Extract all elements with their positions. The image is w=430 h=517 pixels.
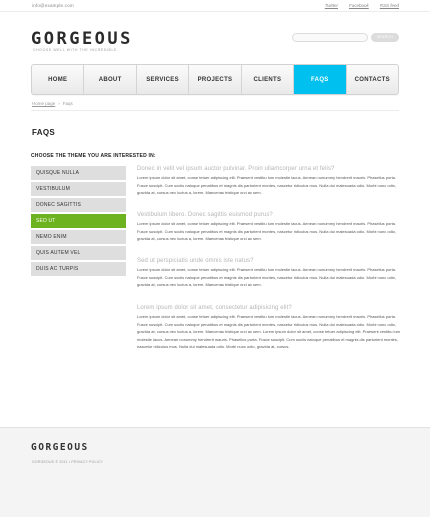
breadcrumb-home-link[interactable]: Home page xyxy=(32,101,56,106)
faq-entry xyxy=(137,305,400,351)
twitter-link[interactable]: Twitter xyxy=(324,3,338,8)
breadcrumb-current: Faqs xyxy=(62,101,73,106)
nav-item-services[interactable]: SERVICES xyxy=(137,65,189,94)
theme-item-vestibulum[interactable]: VESTIBULUM xyxy=(31,182,126,198)
theme-item-sed-ut[interactable]: SED UT xyxy=(31,214,126,230)
faq-answer: Lorem ipsum dolor sit amet, conse tetuer adipiscing elit. Praesent vestibu lum molestie lacus. Aenean nonummy hendrerit mauris. Phasellus porta. Fusce suscipit. Cum sociis natoque penatibus et magnis dis parturient montes, nascetur ridiculus mus. Nulla dui malesuada odio. Morbi nunc odio, gravida at, cursus nec luctus a, lorem. Maecenas tristique orci ac sem. xyxy=(137,267,397,287)
search-button[interactable]: SEARCH xyxy=(371,33,399,42)
footer xyxy=(0,427,430,517)
theme-item-quis-autem-vel[interactable]: QUIS AUTEM VEL xyxy=(31,246,126,262)
faq-entry xyxy=(137,258,400,289)
theme-item-quisque-nulla[interactable]: QUISQUE NULLA xyxy=(31,166,126,182)
facebook-link[interactable]: Facebook xyxy=(348,3,369,8)
main-nav xyxy=(31,64,399,95)
divider xyxy=(31,110,399,111)
choose-theme-heading: CHOOSE THE THEME YOU ARE INTERESTED IN: xyxy=(31,153,156,159)
faq-question[interactable]: Donec in velit vel ipsum auctor pulvinar. Proin ullamcorper urna et felis? xyxy=(137,166,335,172)
search-input[interactable] xyxy=(292,33,368,42)
nav-item-contacts[interactable]: CONTACTS xyxy=(354,76,390,83)
site-tagline: CHOOSE WELL WITH THE INCREDIBLE xyxy=(33,48,117,52)
nav-item-home[interactable]: HOME xyxy=(32,65,84,94)
faq-question[interactable]: Lorem ipsum dolor sit amet, consectetur adipisicing elit? xyxy=(137,305,292,311)
breadcrumb xyxy=(32,101,73,106)
top-bar xyxy=(0,0,430,12)
rss-feed-link[interactable]: RSS feed xyxy=(379,3,399,8)
faq-entry xyxy=(137,212,400,243)
footer-logo[interactable]: GORGEOUS xyxy=(31,442,89,453)
site-logo[interactable]: GORGEOUS xyxy=(31,29,133,49)
faq-question[interactable]: Sed ut perspiciatis unde omnis iste natus? xyxy=(137,258,254,264)
theme-item-duis-ac-turpis[interactable]: DUIS AC TURPIS xyxy=(31,262,126,278)
breadcrumb-separator: › xyxy=(58,101,60,106)
faq-answer: Lorem ipsum dolor sit amet, conse tetuer adipiscing elit. Praesent vestibu lum molestie lacus. Aenean nonummy hendrerit mauris. Phasellus porta. Fusce suscipit. Cum sociis natoque penatibus et magnis dis parturient montes, nascetur ridiculus mus. Nulla dui malesuada odio. Morbi nunc odio, gravida at, cursus nec luctus a, lorem. Maecenas tristique orci ac sem. xyxy=(137,221,397,241)
theme-item-nemo-enim[interactable]: NEMO ENIM xyxy=(31,230,126,246)
faq-answer: Lorem ipsum dolor sit amet, conse tetuer adipiscing elit. Praesent vestibu lum molestie lacus. Aenean nonummy hendrerit mauris. Phasellus porta. Fusce suscipit. Cum sociis natoque penatibus et magnis dis parturient montes, nascetur ridiculus mus. Nulla dui malesuada odio. Morbi nunc odio, gravida at, cursus nec luctus a, lorem. Maecenas tristique orci ac sem. xyxy=(137,175,397,195)
contact-email-link[interactable]: info@example.com xyxy=(32,3,74,8)
faq-question[interactable]: Vestibulum libero. Donec sagittis euismod purus? xyxy=(137,212,273,218)
nav-item-clients[interactable]: CLIENTS xyxy=(242,65,294,94)
nav-item-projects[interactable]: PROJECTS xyxy=(189,65,241,94)
theme-item-donec-sagittis[interactable]: DONEC SAGITTIS xyxy=(31,198,126,214)
nav-item-about[interactable]: ABOUT xyxy=(84,65,136,94)
page-title: FAQS xyxy=(32,128,55,137)
footer-copyright: GORGEOUS © 2011 • PRIVACY POLICY xyxy=(32,460,104,464)
nav-item-faqs[interactable]: FAQS xyxy=(294,65,346,94)
social-links xyxy=(325,3,399,8)
theme-list xyxy=(31,166,126,278)
faq-answer: Lorem ipsum dolor sit amet, conse tetuer adipiscing elit. Praesent vestibu lum molestie lacus. Aenean nonummy hendrerit mauris. Phasellus porta. Fusce suscipit. Cum sociis natoque penatibus et magnis dis parturient montes, nascetur ridiculus mus. Nulla dui malesuada odio. Morbi nunc odio, gravida at, cursus nec luctus a, lorem. Maecenas tristique orci ac sem. Lorem ipsum dolor sit amet, conse tetuer adipiscing elit. Praesent vestibu lum molestie lacus. Aenean nonummy hendrerit mauris. Phasellus porta. Fusce suscipit. Cum sociis natoque penatibus et magnis dis parturient montes, nascetur ridiculus mus. Nulla dui malesuada odio. Morbi nunc odio, gravida at, cursus. xyxy=(137,314,401,349)
faq-entry xyxy=(137,166,400,197)
